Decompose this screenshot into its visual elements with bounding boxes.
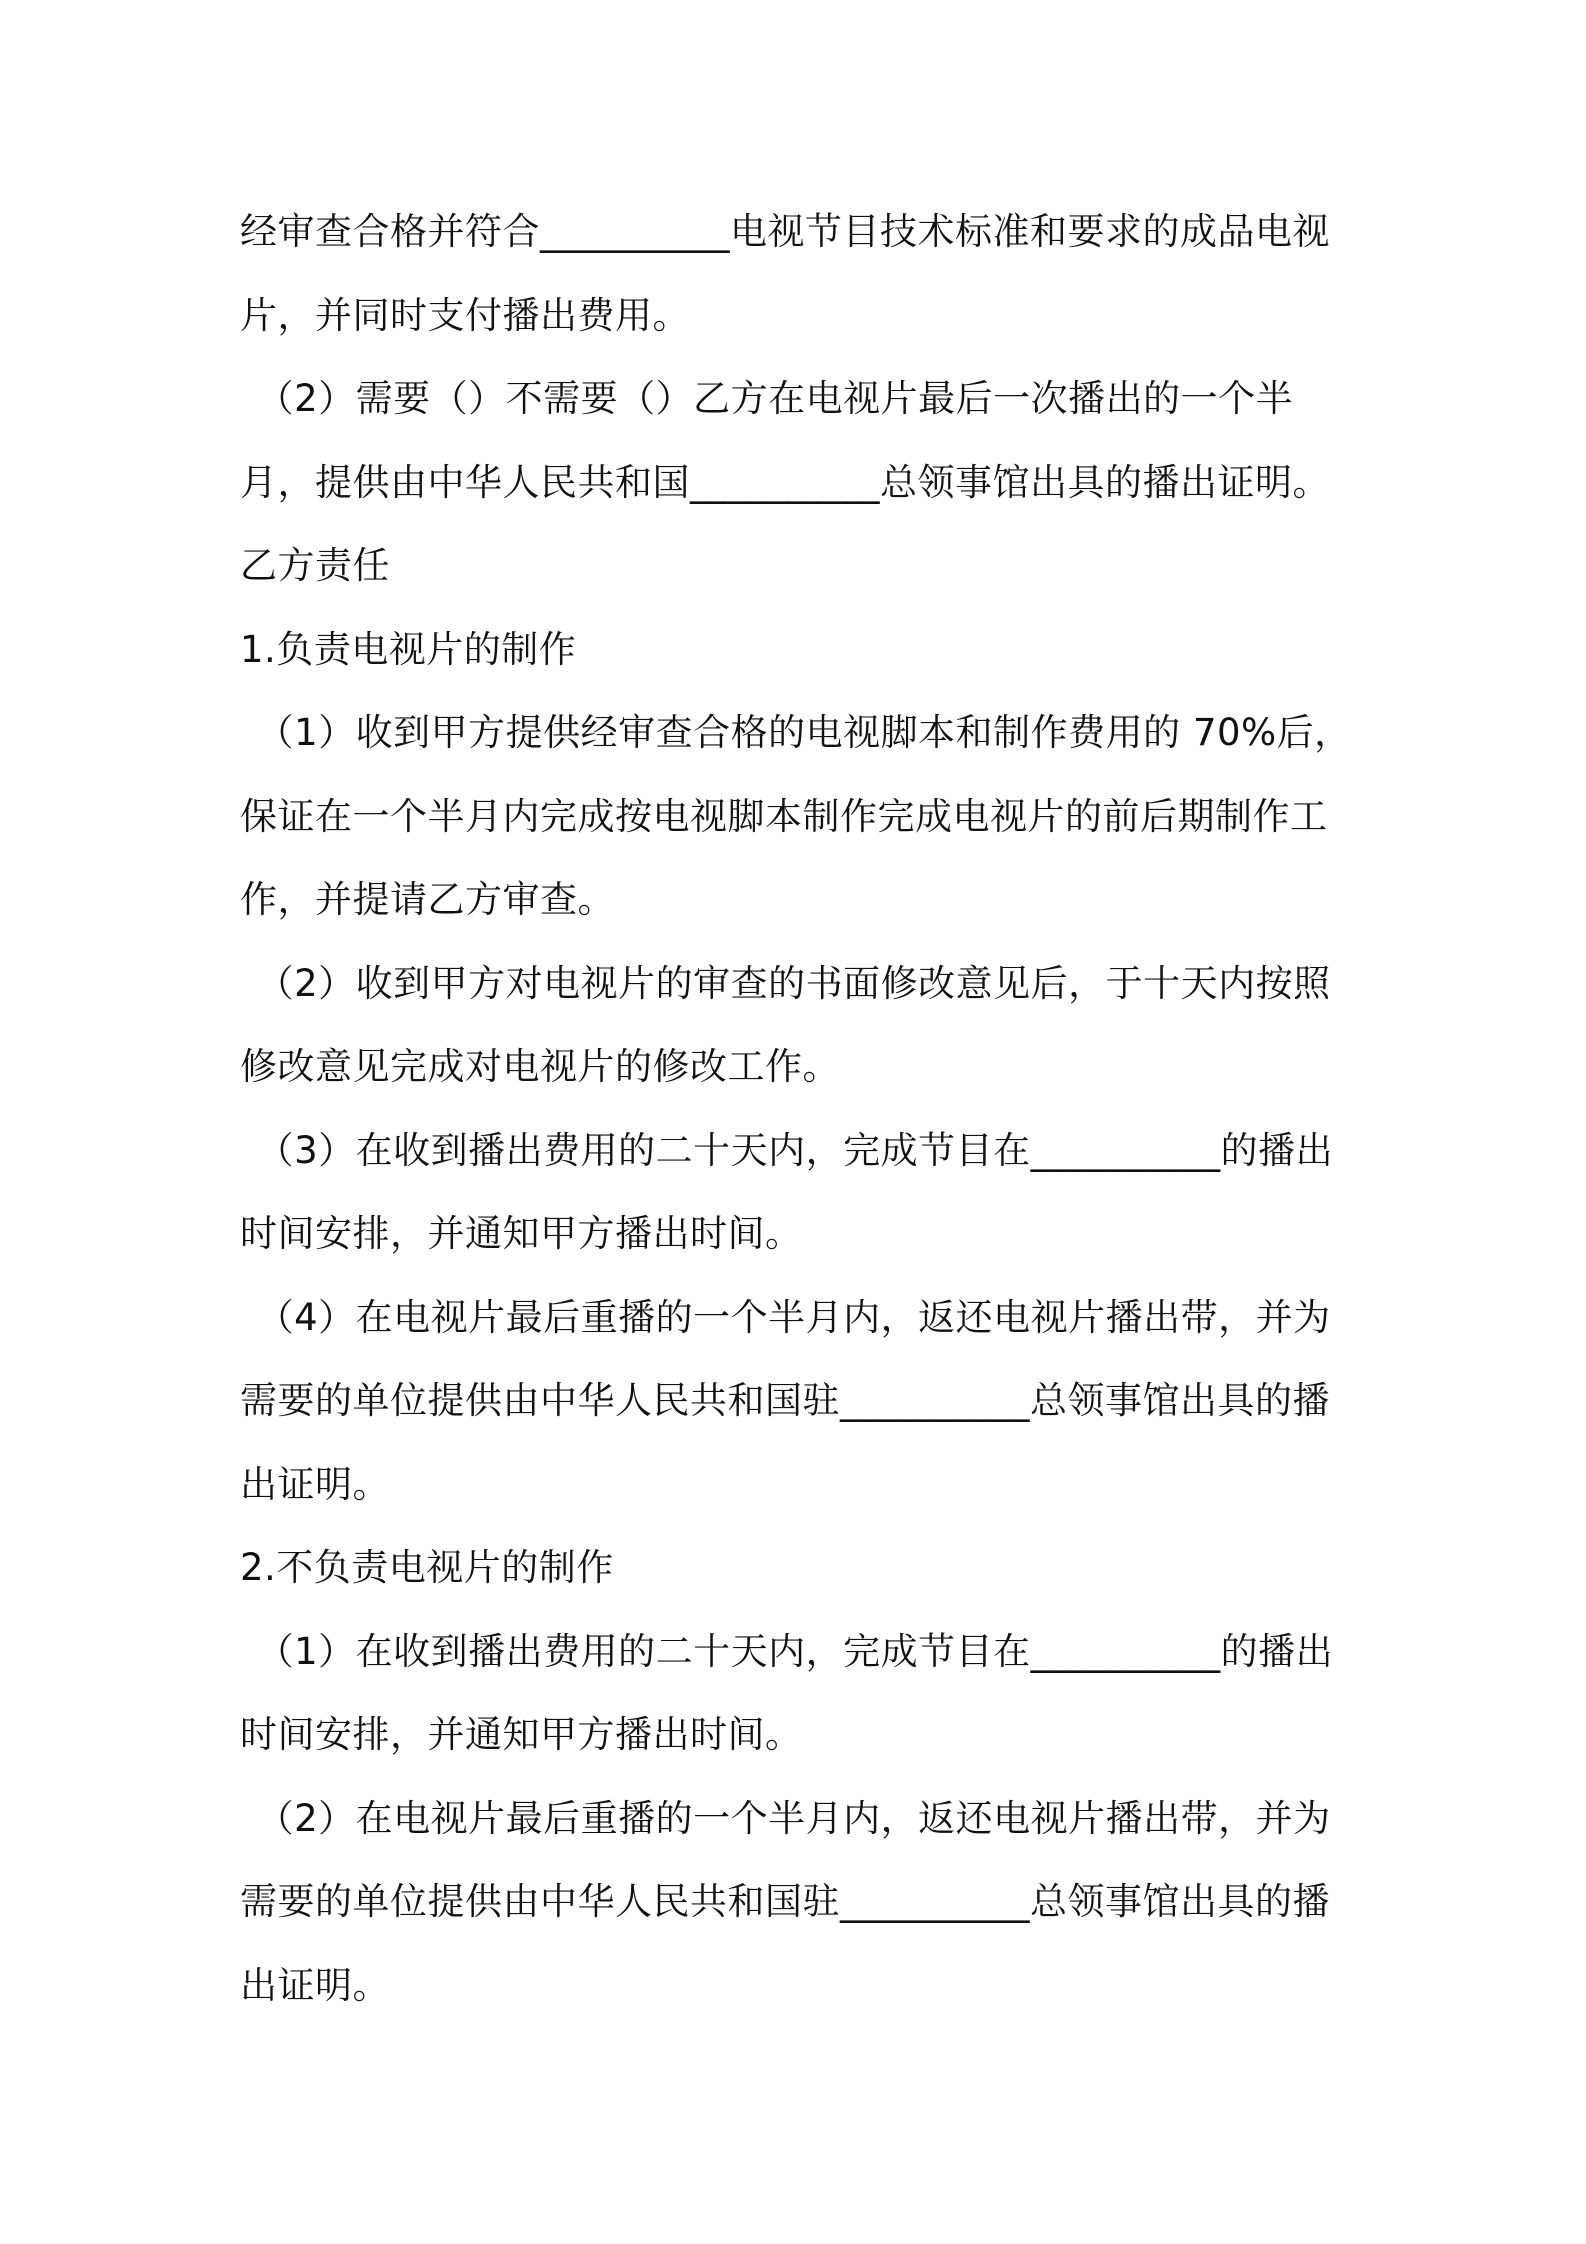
paragraph-continuation: 经审查合格并符合__________电视节目技术标准和要求的成品电视片，并同时支付播出费用。 [240,210,1330,337]
subheading-responsible-for-production: 1.负责电视片的制作 [240,627,577,671]
paragraph-1-1: （1）收到甲方提供经审查合格的电视脚本和制作费用的 70%后，保证在一个半月内完成按电视脚本制作完成电视片的前后期制作工作，并提请乙方审查。 [240,711,1352,921]
paragraph-2-1: （1）在收到播出费用的二十天内，完成节目在__________的播出时间安排，并通知甲方播出时间。 [240,1629,1334,1756]
paragraph-1-4: （4）在电视片最后重播的一个半月内，返还电视片播出带，并为需要的单位提供由中华人民共和国驻__________总领事馆出具的播出证明。 [240,1295,1331,1506]
paragraph-2-2: （2）在电视片最后重播的一个半月内，返还电视片播出带，并为需要的单位提供由中华人民共和国驻__________总领事馆出具的播出证明。 [240,1796,1331,2007]
document-body [240,190,1355,2027]
paragraph-1-2: （2）收到甲方对电视片的审查的书面修改意见后，于十天内按照修改意见完成对电视片的修改工作。 [240,961,1331,1088]
paragraph-1-3: （3）在收到播出费用的二十天内，完成节目在__________的播出时间安排，并通知甲方播出时间。 [240,1128,1334,1255]
subheading-not-responsible-for-production: 2.不负责电视片的制作 [240,1546,614,1589]
paragraph-item-2-proof: （2）需要（）不需要（）乙方在电视片最后一次播出的一个半月，提供由中华人民共和国__________总领事馆出具的播出证明。 [240,377,1330,504]
section-heading-party-b-responsibility: 乙方责任 [240,544,390,587]
